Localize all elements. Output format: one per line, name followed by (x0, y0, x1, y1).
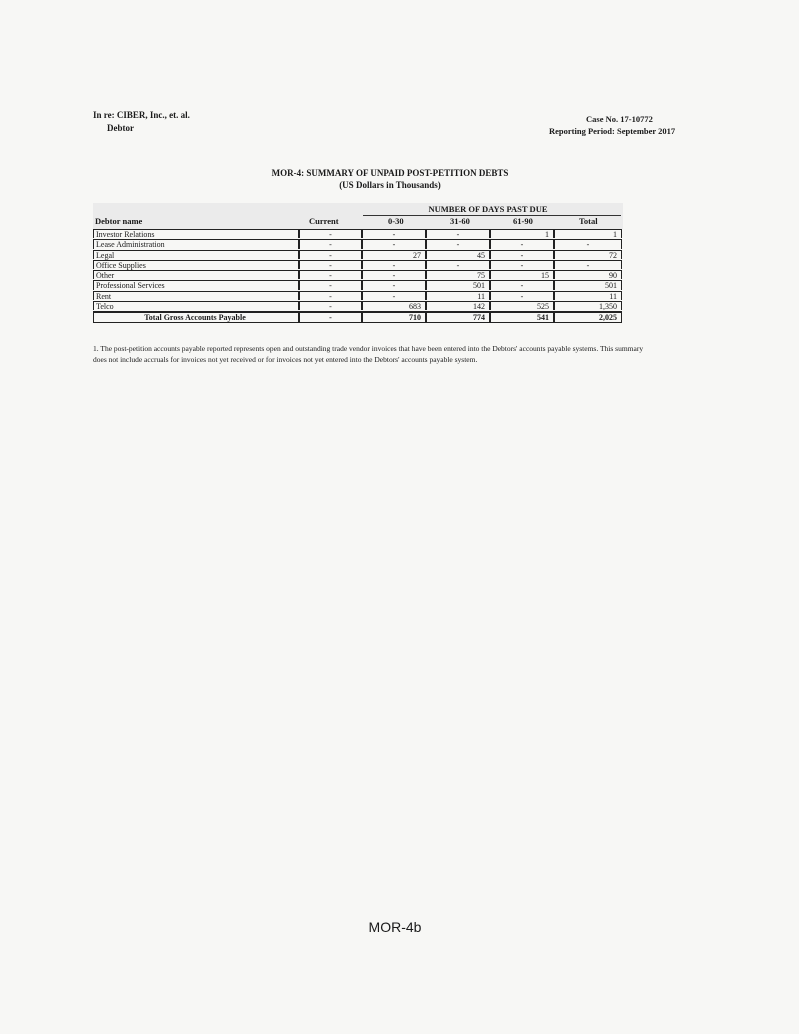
table-body (93, 229, 623, 311)
table-row (93, 291, 623, 301)
cell-0-30: 683 (362, 301, 426, 310)
cell-61-90: 15 (490, 270, 554, 279)
cell-total: 72 (554, 250, 622, 259)
cell-31-60: 45 (426, 250, 490, 259)
cell-debtor-name: Office Supplies (93, 260, 299, 269)
cell-total: 1 (554, 229, 622, 238)
cell-61-90: 525 (490, 301, 554, 310)
cell-current: - (299, 250, 362, 259)
table-header (93, 203, 623, 229)
cell-0-30: 27 (362, 250, 426, 259)
total-label: Total Gross Accounts Payable (93, 312, 299, 322)
case-caption (93, 109, 190, 135)
cell-0-30: - (362, 270, 426, 279)
cell-61-90: - (490, 250, 554, 259)
cell-total: 90 (554, 270, 622, 279)
report-title (0, 167, 780, 191)
cell-debtor-name: Lease Administration (93, 239, 299, 248)
table-row (93, 239, 623, 249)
cell-31-60: - (426, 260, 490, 269)
total-amount: 2,025 (554, 312, 622, 322)
cell-31-60: 501 (426, 280, 490, 289)
cell-31-60: - (426, 229, 490, 238)
cell-current: - (299, 260, 362, 269)
col-header-total: Total (579, 216, 598, 226)
col-header-debtor-name: Debtor name (95, 216, 143, 226)
cell-total: 501 (554, 280, 622, 289)
total-row (93, 312, 623, 322)
case-name: In re: CIBER, Inc., et. al. (93, 110, 190, 120)
cell-0-30: - (362, 239, 426, 248)
cell-debtor-name: Professional Services (93, 280, 299, 289)
unpaid-debts-table (93, 203, 623, 323)
debtor-label: Debtor (107, 123, 134, 133)
total-61-90: 541 (490, 312, 554, 322)
cell-0-30: - (362, 280, 426, 289)
table-row (93, 260, 623, 270)
reporting-period: Reporting Period: September 2017 (549, 126, 676, 136)
table-row (93, 301, 623, 311)
cell-debtor-name: Rent (93, 291, 299, 300)
cell-current: - (299, 291, 362, 300)
footnote: 1. The post-petition accounts payable reported represents open and outstanding trade vendor invoices that have been entered into the Debtors' accounts payable systems. This summary does not include accruals for invoices not yet received or for invoices not yet entered into the Debtors' accounts payable system. (93, 344, 644, 364)
cell-61-90: - (490, 291, 554, 300)
cell-31-60: - (426, 239, 490, 248)
case-number: Case No. 17-10772 (586, 114, 653, 124)
cell-debtor-name: Legal (93, 250, 299, 259)
cell-total: 1,350 (554, 301, 622, 310)
table-row (93, 280, 623, 290)
cell-0-30: - (362, 229, 426, 238)
table-row (93, 229, 623, 239)
table-row (93, 250, 623, 260)
cell-debtor-name: Telco (93, 301, 299, 310)
table-row (93, 270, 623, 280)
cell-0-30: - (362, 260, 426, 269)
col-header-31-60: 31-60 (450, 216, 470, 226)
report-title-main: MOR-4: SUMMARY OF UNPAID POST-PETITION DEBTS (271, 168, 509, 178)
cell-61-90: - (490, 260, 554, 269)
cell-current: - (299, 270, 362, 279)
case-info (549, 113, 689, 137)
cell-debtor-name: Investor Relations (93, 229, 299, 238)
cell-current: - (299, 239, 362, 248)
report-title-sub: (US Dollars in Thousands) (339, 180, 441, 190)
cell-debtor-name: Other (93, 270, 299, 279)
col-header-61-90: 61-90 (513, 216, 533, 226)
cell-0-30: - (362, 291, 426, 300)
days-past-due-header: NUMBER OF DAYS PAST DUE (428, 204, 548, 214)
cell-61-90: 1 (490, 229, 554, 238)
cell-31-60: 75 (426, 270, 490, 279)
cell-current: - (299, 301, 362, 310)
cell-total: - (554, 260, 622, 269)
col-header-current: Current (309, 216, 339, 226)
page-footer: MOR-4b (368, 919, 422, 935)
total-31-60: 774 (426, 312, 490, 322)
cell-total: 11 (554, 291, 622, 300)
total-current: - (299, 312, 362, 322)
col-header-0-30: 0-30 (388, 216, 404, 226)
cell-current: - (299, 280, 362, 289)
cell-current: - (299, 229, 362, 238)
cell-61-90: - (490, 280, 554, 289)
cell-31-60: 142 (426, 301, 490, 310)
cell-total: - (554, 239, 622, 248)
total-0-30: 710 (362, 312, 426, 322)
cell-31-60: 11 (426, 291, 490, 300)
cell-61-90: - (490, 239, 554, 248)
